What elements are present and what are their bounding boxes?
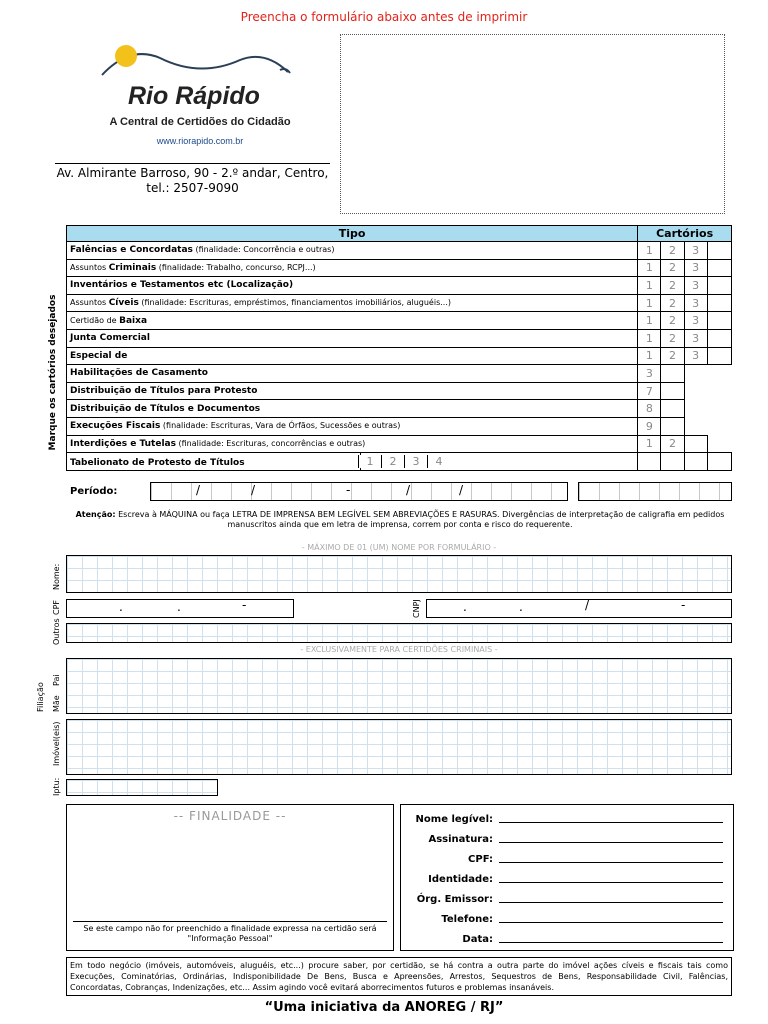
date-separator: / (196, 483, 201, 497)
empty-cell[interactable] (707, 277, 731, 295)
table-row (67, 435, 732, 453)
row-label-prefix: Assuntos (70, 262, 109, 272)
date-separator: / (251, 483, 256, 497)
empty-cell[interactable] (684, 435, 707, 453)
cartorio-checkbox[interactable]: 3 (684, 347, 707, 365)
row-label-main: Interdições e Tutelas (70, 438, 176, 449)
cpf-separator: - (242, 598, 247, 612)
table-row (67, 277, 732, 295)
cartorio-checkbox[interactable]: 1 (638, 294, 661, 312)
signature-field[interactable] (401, 827, 733, 847)
row-label-main: Execuções Fiscais (70, 421, 161, 432)
header-cartorios: Cartórios (638, 226, 732, 242)
row-label (67, 277, 638, 295)
row-label-detail: (finalidade: Escrituras, concorrências e outras) (175, 438, 366, 448)
logo-subtitle: A Central de Certidões do Cidadão (109, 116, 291, 128)
cartorio-checkbox[interactable]: 2 (661, 242, 684, 260)
mae-label: Mãe (52, 695, 61, 712)
stamp-area[interactable] (340, 34, 725, 214)
table-row (67, 382, 732, 400)
periodo-label: Período: (70, 486, 118, 497)
cartorio-checkbox[interactable]: 2 (661, 329, 684, 347)
finalidade-footnote: Se este campo não for preenchido a finalidade expressa na certidão será "Informação Pessoal" (73, 921, 387, 944)
empty-cell[interactable] (661, 453, 684, 471)
row-label (67, 242, 638, 260)
signature-field-label: Telefone: (441, 914, 493, 925)
empty-cell[interactable] (661, 365, 684, 383)
empty-cell[interactable] (707, 329, 731, 347)
legal-notice: Em todo negócio (imóveis, automóveis, aluguéis, etc...) procure saber, por certidão, se há contra a outra parte do imóvel ações cíveis e fiscais tais como Execuções, Cominatórias, Ordinárias, Indisponibilidade De Bens, Busca e Apreensões, Arrestos, Sequestros de Bens, Responsabilidade Civil, Falências, Concordatas, Cobranças, Indenizações, etc... Assim agindo você evitará aborrecimentos futuros e problemas insanáveis. (66, 957, 732, 996)
table-row-tabelionato (67, 453, 732, 471)
cpf-input[interactable] (66, 599, 294, 618)
cnpj-separator: . (463, 600, 467, 614)
table-row (67, 259, 732, 277)
table-row (67, 329, 732, 347)
row-label (67, 294, 638, 312)
side-label: Marque os cartórios desejados (48, 294, 58, 451)
empty-cell[interactable] (661, 382, 684, 400)
cartorio-checkbox[interactable]: 1 (638, 347, 661, 365)
logo-title: Rio Rápido (128, 82, 260, 110)
row-label-detail: (finalidade: Escrituras, Vara de Órfãos, Sucessões e outras) (160, 421, 401, 431)
row-label (67, 347, 638, 365)
blank-cell (684, 400, 707, 418)
cartorio-checkbox[interactable]: 3 (684, 277, 707, 295)
empty-cell[interactable] (661, 417, 684, 435)
cartorio-checkbox[interactable]: 2 (661, 294, 684, 312)
row-label (67, 259, 638, 277)
row-label-main: Falências e Concordatas (70, 245, 193, 256)
cartorio-checkbox[interactable]: 2 (661, 312, 684, 330)
outros-label: Outros (52, 618, 61, 645)
cartorio-checkbox[interactable]: 2 (661, 435, 684, 453)
row-label-detail: (finalidade: Concorrência e outras) (192, 245, 335, 255)
section-max-name: - MÁXIMO DE 01 (UM) NOME POR FORMULÁRIO - (301, 543, 497, 552)
empty-cell[interactable] (638, 453, 661, 471)
periodo-input[interactable] (150, 482, 568, 501)
blank-cell (684, 365, 707, 383)
row-label (67, 435, 638, 453)
imoveis-input[interactable] (66, 719, 732, 775)
empty-cell[interactable] (707, 347, 731, 365)
signature-field-label: Data: (462, 934, 493, 945)
empty-cell[interactable] (707, 242, 731, 260)
finalidade-title: -- FINALIDADE -- (173, 809, 287, 823)
signature-field[interactable] (401, 807, 733, 827)
cartorio-checkbox[interactable]: 3 (684, 259, 707, 277)
empty-cell[interactable] (707, 294, 731, 312)
signature-field[interactable] (401, 867, 733, 887)
finalidade-box[interactable] (66, 804, 394, 951)
cartorio-checkbox[interactable]: 9 (638, 417, 661, 435)
table-row (67, 312, 732, 330)
cartorio-checkbox[interactable]: 1 (638, 259, 661, 277)
cartorio-checkbox[interactable]: 8 (638, 400, 661, 418)
cnpj-separator: / (585, 598, 590, 612)
blank-cell (707, 435, 731, 453)
row-label-main: Criminais (108, 262, 157, 273)
iptu-label: Iptu: (52, 777, 61, 796)
signature-field-label: Órg. Emissor: (416, 894, 493, 905)
filiacao-label: Filiação (36, 682, 45, 712)
tabelionato-checkbox[interactable]: 4 (427, 455, 450, 468)
date-separator: - (346, 483, 351, 497)
periodo-extra-input[interactable] (578, 482, 732, 501)
blank-cell (707, 400, 731, 418)
blank-cell (684, 382, 707, 400)
signature-field-label: Assinatura: (428, 834, 493, 845)
cartorio-checkbox[interactable]: 7 (638, 382, 661, 400)
signature-field-line[interactable] (499, 822, 723, 823)
tabelionato-checkbox[interactable]: 2 (381, 455, 404, 468)
signature-field-line[interactable] (499, 862, 723, 863)
signature-field-line[interactable] (499, 902, 723, 903)
cnpj-separator: - (681, 598, 686, 612)
imoveis-label: Imóvel(eis) (52, 721, 61, 766)
row-label-main: Especial de (70, 350, 128, 361)
blank-cell (707, 382, 731, 400)
table-row (67, 400, 732, 418)
outros-input[interactable] (66, 623, 732, 643)
cnpj-input[interactable] (426, 599, 732, 618)
empty-cell[interactable] (707, 312, 731, 330)
row-label-main: Cíveis (108, 298, 139, 309)
certificate-type-table (66, 225, 732, 471)
row-label-prefix: Assuntos (70, 298, 109, 308)
date-separator: / (459, 483, 464, 497)
tabelionato-checkbox[interactable]: 1 (358, 455, 381, 468)
signature-field-line[interactable] (499, 882, 723, 883)
attention-note (70, 510, 730, 530)
row-label (67, 365, 638, 383)
table-row (67, 347, 732, 365)
row-label-main: Inventários e Testamentos etc (Localização) (70, 280, 294, 291)
date-separator: / (406, 483, 411, 497)
row-label-prefix: Certidão de (70, 315, 120, 325)
cartorio-checkbox[interactable]: 2 (661, 347, 684, 365)
cartorio-checkbox[interactable]: 2 (661, 259, 684, 277)
nome-label: Nome: (52, 563, 61, 590)
cnpj-label: CNPJ (412, 599, 421, 618)
nome-input[interactable] (66, 555, 732, 593)
signature-field-line[interactable] (499, 842, 723, 843)
rio-rapido-logo (90, 40, 320, 160)
cartorio-checkbox[interactable]: 3 (638, 365, 661, 383)
tabelionato-checkbox[interactable]: 3 (404, 455, 427, 468)
table-row (67, 417, 732, 435)
row-label-main: Distribuição de Títulos para Protesto (70, 386, 258, 397)
cnpj-separator: . (519, 600, 523, 614)
row-label (67, 329, 638, 347)
empty-cell[interactable] (661, 400, 684, 418)
row-label-detail: (finalidade: Escrituras, empréstimos, financiamentos imobiliários, aluguéis...) (138, 298, 451, 308)
row-label-main: Habilitações de Casamento (70, 368, 208, 379)
attention-label: Atenção: (75, 510, 116, 519)
attention-text: Escreva à MÁQUINA ou faça LETRA DE IMPRENSA BEM LEGÍVEL SEM ABREVIAÇÕES E RASURAS. Divergências de interpretação de caligrafia em pedidos manuscritos ainda que em letra de imprensa, correm por conta e risco do requerente. (115, 510, 725, 529)
blank-cell (707, 417, 731, 435)
cpf-label: CPF (52, 599, 61, 615)
cpf-separator: . (119, 600, 123, 614)
address: Av. Almirante Barroso, 90 - 2.º andar, Centro, tel.: 2507-9090 (56, 166, 329, 195)
signature-field[interactable] (401, 847, 733, 867)
row-label-detail: (finalidade: Trabalho, concurso, RCPJ...) (156, 262, 316, 272)
cartorio-checkbox[interactable]: 3 (684, 329, 707, 347)
cartorio-checkbox[interactable]: 3 (684, 242, 707, 260)
pai-label: Pai (52, 674, 61, 686)
cartorio-checkbox[interactable]: 1 (638, 435, 661, 453)
table-row (67, 242, 732, 260)
signature-field-line[interactable] (499, 942, 723, 943)
cpf-separator: . (177, 600, 181, 614)
signature-field[interactable] (401, 927, 733, 947)
print-instruction: Preencha o formulário abaixo antes de imprimir (240, 10, 528, 24)
cartorio-checkbox[interactable]: 1 (638, 329, 661, 347)
signature-field-line[interactable] (499, 922, 723, 923)
cartorio-checkbox[interactable]: 1 (638, 277, 661, 295)
row-label-main: Distribuição de Títulos e Documentos (70, 403, 261, 414)
cartorio-checkbox[interactable]: 3 (684, 294, 707, 312)
signature-field[interactable] (401, 887, 733, 907)
table-row (67, 365, 732, 383)
row-label (67, 382, 638, 400)
section-criminal-only: - EXCLUSIVAMENTE PARA CERTIDÕES CRIMINAIS - (300, 645, 498, 654)
footer-initiative: “Uma iniciativa da ANOREG / RJ” (264, 1000, 504, 1015)
cartorio-checkbox[interactable]: 2 (661, 277, 684, 295)
row-label (67, 400, 638, 418)
row-label (67, 453, 638, 471)
empty-cell[interactable] (684, 453, 707, 471)
signature-field-label: Nome legível: (415, 814, 493, 825)
empty-cell[interactable] (707, 453, 731, 471)
signature-field-label: Identidade: (428, 874, 493, 885)
signature-field[interactable] (401, 907, 733, 927)
logo-mark-icon (90, 40, 310, 85)
signature-box (400, 804, 734, 951)
address-divider (55, 163, 330, 164)
cartorio-checkbox[interactable]: 1 (638, 242, 661, 260)
row-label-main: Tabelionato de Protesto de Títulos (70, 458, 358, 468)
blank-cell (684, 417, 707, 435)
blank-cell (707, 365, 731, 383)
row-label-main: Junta Comercial (70, 333, 150, 344)
iptu-input[interactable] (66, 779, 218, 796)
filiacao-input[interactable] (66, 658, 732, 714)
table-row (67, 294, 732, 312)
signature-field-label: CPF: (468, 854, 493, 865)
header-tipo: Tipo (67, 226, 638, 242)
row-label-main: Baixa (119, 315, 148, 326)
row-label (67, 312, 638, 330)
logo-url: www.riorapido.com.br (156, 136, 244, 146)
empty-cell[interactable] (707, 259, 731, 277)
cartorio-checkbox[interactable]: 1 (638, 312, 661, 330)
row-label (67, 417, 638, 435)
cartorio-checkbox[interactable]: 3 (684, 312, 707, 330)
